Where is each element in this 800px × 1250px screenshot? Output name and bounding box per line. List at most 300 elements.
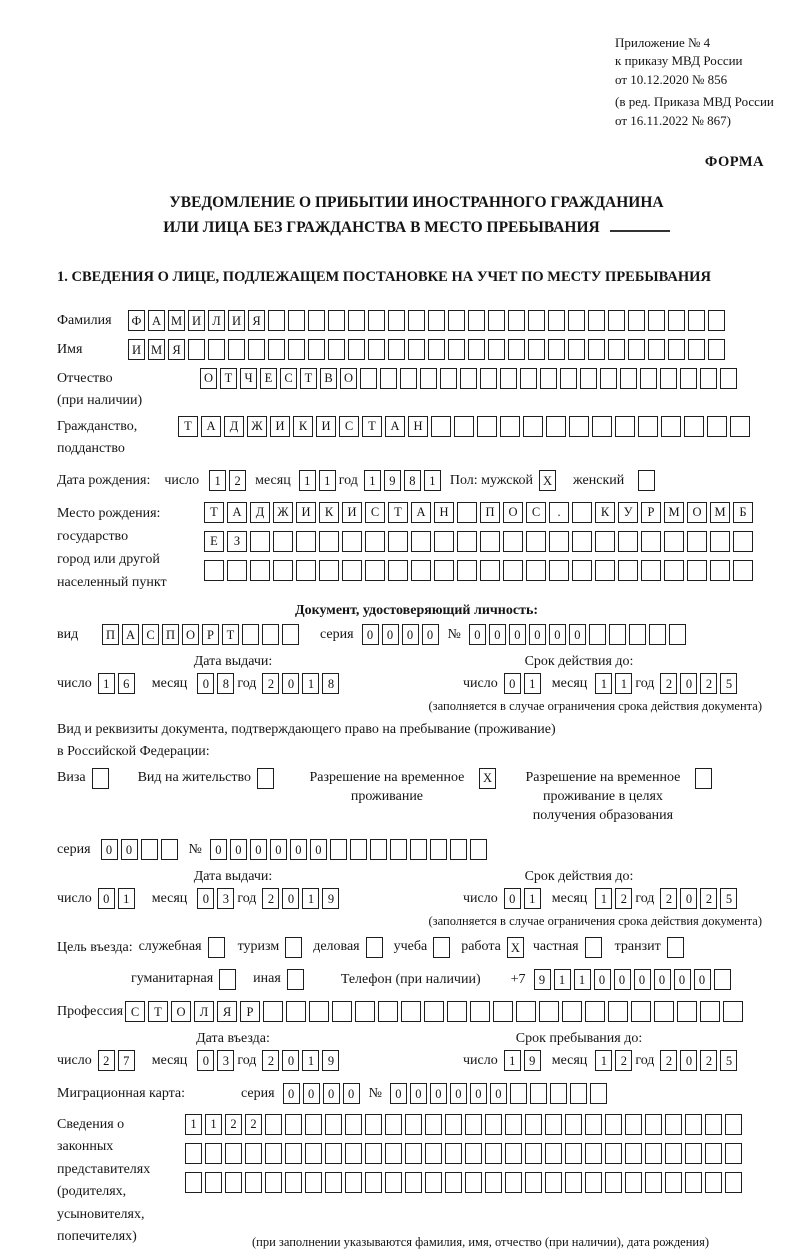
doc-validity-note: (заполняется в случае ограничения срока действия документа): [428, 698, 762, 713]
purpose-tourism-checkbox: [285, 937, 305, 958]
char-cell: 1: [554, 969, 571, 990]
char-cell: [525, 1114, 542, 1135]
char-cell: [385, 1114, 402, 1135]
char-cell: П: [102, 624, 119, 645]
char-cell: 6: [118, 673, 135, 694]
char-cell: [325, 1172, 342, 1193]
char-cell: 2: [262, 673, 279, 694]
char-cell: [445, 1143, 462, 1164]
char-cell: П: [162, 624, 179, 645]
purpose-label: Цель въезда:: [57, 939, 133, 955]
char-cell: 0: [504, 673, 521, 694]
purpose-official: [139, 937, 228, 958]
char-cell: Ж: [273, 502, 293, 523]
char-cell: [648, 339, 665, 360]
char-cell: [465, 1172, 482, 1193]
char-cell: 2: [660, 673, 677, 694]
char-cell: С: [365, 502, 385, 523]
char-cell: Л: [208, 310, 225, 331]
entry-month-cells: [197, 1050, 237, 1071]
char-cell: [725, 1172, 742, 1193]
char-cell: [540, 368, 557, 389]
char-cell: 1: [574, 969, 591, 990]
doc2-number-cells: [210, 839, 490, 860]
char-cell: [565, 1143, 582, 1164]
char-cell: [308, 310, 325, 331]
char-cell: [378, 1001, 398, 1022]
temp-permit-checkitem: [301, 768, 499, 806]
page-title: [57, 191, 776, 241]
char-cell: 0: [282, 1050, 299, 1071]
reps-label-5: усыновителях,: [57, 1206, 145, 1222]
char-cell: [263, 1001, 283, 1022]
char-cell: [572, 560, 592, 581]
char-cell: [685, 1172, 702, 1193]
doc2-series-label: серия: [57, 841, 91, 857]
char-cell: И: [188, 310, 205, 331]
char-cell: 1: [524, 673, 541, 694]
char-cell: 1: [504, 1050, 521, 1071]
char-cell: [572, 531, 592, 552]
appendix-header: [615, 34, 776, 130]
char-cell: 2: [700, 888, 717, 909]
char-cell: 0: [197, 1050, 214, 1071]
char-cell: [325, 1114, 342, 1135]
char-cell: [405, 1114, 422, 1135]
char-cell: [185, 1143, 202, 1164]
char-cell: [526, 560, 546, 581]
day-label: число: [463, 1052, 498, 1068]
doc2-valid-month-cells: [595, 888, 635, 909]
char-cell: П: [480, 502, 500, 523]
char-cell: [545, 1172, 562, 1193]
char-cell: X: [539, 470, 556, 491]
char-cell: 0: [680, 888, 697, 909]
char-cell: [434, 560, 454, 581]
char-cell: [688, 339, 705, 360]
char-cell: [688, 310, 705, 331]
char-cell: [319, 560, 339, 581]
char-cell: [628, 339, 645, 360]
char-cell: 9: [322, 888, 339, 909]
char-cell: 1: [209, 470, 226, 491]
char-cell: [520, 368, 537, 389]
char-cell: И: [228, 310, 245, 331]
appendix-line: Приложение № 4: [615, 35, 711, 50]
char-cell: 0: [303, 1083, 320, 1104]
char-cell: [665, 1172, 682, 1193]
char-cell: [708, 310, 725, 331]
temp-permit-edu-checkitem: [517, 768, 715, 825]
char-cell: [618, 560, 638, 581]
char-cell: Т: [148, 1001, 168, 1022]
char-cell: [408, 339, 425, 360]
char-cell: [685, 1114, 702, 1135]
char-cell: [225, 1143, 242, 1164]
year-label: год: [635, 1052, 655, 1068]
amendment-line: (в ред. Приказа МВД России: [615, 94, 774, 110]
day-label: число: [57, 890, 92, 906]
char-cell: [585, 1001, 605, 1022]
char-cell: 0: [430, 1083, 447, 1104]
char-cell: О: [200, 368, 217, 389]
char-cell: 0: [594, 969, 611, 990]
char-cell: [508, 310, 525, 331]
char-cell: [342, 560, 362, 581]
char-cell: [638, 416, 658, 437]
char-cell: [388, 310, 405, 331]
surname-cells: [128, 310, 728, 331]
char-cell: 0: [283, 1083, 300, 1104]
char-cell: А: [201, 416, 221, 437]
char-cell: [225, 1172, 242, 1193]
char-cell: [405, 1143, 422, 1164]
char-cell: [570, 1083, 587, 1104]
char-cell: 0: [101, 839, 118, 860]
char-cell: 2: [700, 673, 717, 694]
purpose-work: [461, 937, 527, 958]
char-cell: [485, 1143, 502, 1164]
char-cell: Ч: [240, 368, 257, 389]
char-cell: [141, 839, 158, 860]
char-cell: И: [128, 339, 145, 360]
char-cell: [677, 1001, 697, 1022]
char-cell: 0: [121, 839, 138, 860]
reps-label-3: представителях: [57, 1161, 151, 1177]
migration-card-label: Миграционная карта:: [57, 1085, 186, 1101]
char-cell: 5: [720, 888, 737, 909]
purpose-private: [533, 937, 605, 958]
temp-permit-edu-checkbox: [695, 768, 715, 789]
char-cell: О: [687, 502, 707, 523]
doc-kind-label: вид: [57, 626, 79, 642]
char-cell: [500, 416, 520, 437]
year-label: год: [338, 472, 358, 488]
char-cell: [668, 310, 685, 331]
char-cell: [411, 560, 431, 581]
char-cell: [595, 531, 615, 552]
reps-label-1: Сведения о: [57, 1116, 125, 1132]
char-cell: [625, 1114, 642, 1135]
char-cell: [545, 1114, 562, 1135]
entry-date-headings: [57, 1031, 776, 1047]
char-cell: [410, 839, 427, 860]
char-cell: [348, 310, 365, 331]
char-cell: [595, 560, 615, 581]
char-cell: Л: [194, 1001, 214, 1022]
char-cell: [605, 1172, 622, 1193]
patronymic-cells: [200, 368, 740, 389]
char-cell: Б: [733, 502, 753, 523]
day-label: число: [463, 890, 498, 906]
char-cell: [640, 368, 657, 389]
doc-valid-day-cells: [504, 673, 544, 694]
stay-until-heading: Срок пребывания до:: [515, 1030, 643, 1046]
char-cell: [401, 1001, 421, 1022]
month-label: месяц: [551, 1052, 588, 1068]
char-cell: [588, 339, 605, 360]
char-cell: [592, 416, 612, 437]
char-cell: 8: [404, 470, 421, 491]
char-cell: [388, 560, 408, 581]
char-cell: [370, 839, 387, 860]
char-cell: 1: [118, 888, 135, 909]
char-cell: 0: [680, 1050, 697, 1071]
char-cell: [268, 310, 285, 331]
char-cell: 2: [245, 1114, 262, 1135]
char-cell: Н: [408, 416, 428, 437]
char-cell: [208, 937, 225, 958]
char-cell: [530, 1083, 547, 1104]
char-cell: [368, 339, 385, 360]
char-cell: [365, 560, 385, 581]
char-cell: [645, 1172, 662, 1193]
entry-date-heading: Дата въезда:: [196, 1030, 270, 1046]
char-cell: [641, 560, 661, 581]
char-cell: 1: [364, 470, 381, 491]
char-cell: [420, 368, 437, 389]
char-cell: [296, 560, 316, 581]
month-label: месяц: [551, 890, 588, 906]
char-cell: 0: [197, 673, 214, 694]
birth-month-cells: [299, 470, 339, 491]
char-cell: 0: [290, 839, 307, 860]
char-cell: [648, 310, 665, 331]
right-doc-text-1: Вид и реквизиты документа, подтверждающего право на пребывание (проживание): [57, 721, 556, 737]
char-cell: [505, 1143, 522, 1164]
profession-label: Профессия: [57, 1003, 124, 1019]
reps-cells-2: [185, 1143, 745, 1164]
purpose-private-checkbox: [585, 937, 605, 958]
char-cell: [488, 310, 505, 331]
birth-place-city-label-1: город или другой: [57, 551, 160, 567]
char-cell: Т: [222, 624, 239, 645]
char-cell: Т: [204, 502, 224, 523]
char-cell: Я: [217, 1001, 237, 1022]
char-cell: [242, 624, 259, 645]
char-cell: [477, 416, 497, 437]
doc-valid-until-heading: Срок действия до:: [524, 653, 634, 669]
char-cell: [588, 310, 605, 331]
char-cell: [720, 368, 737, 389]
char-cell: У: [618, 502, 638, 523]
patronymic-row: [57, 368, 776, 412]
char-cell: [325, 1143, 342, 1164]
char-cell: Р: [641, 502, 661, 523]
char-cell: [508, 339, 525, 360]
char-cell: [262, 624, 279, 645]
char-cell: О: [340, 368, 357, 389]
doc2-valid-year-cells: [660, 888, 740, 909]
char-cell: [309, 1001, 329, 1022]
char-cell: [428, 339, 445, 360]
char-cell: 1: [524, 888, 541, 909]
purpose-transit-label: транзит: [614, 939, 661, 955]
char-cell: [205, 1143, 222, 1164]
temp-permit-label: Разрешение на временное проживание: [309, 769, 465, 804]
profession-row: [57, 1001, 776, 1023]
mk-series-cells: [283, 1083, 363, 1104]
char-cell: 0: [323, 1083, 340, 1104]
char-cell: [585, 1114, 602, 1135]
char-cell: [687, 531, 707, 552]
purpose-official-checkbox: [208, 937, 228, 958]
char-cell: [265, 1143, 282, 1164]
phone-label: Телефон (при наличии): [340, 971, 481, 987]
char-cell: [282, 624, 299, 645]
char-cell: [569, 416, 589, 437]
entry-dates-row: [57, 1050, 776, 1072]
char-cell: М: [664, 502, 684, 523]
char-cell: [430, 839, 447, 860]
char-cell: 8: [217, 673, 234, 694]
char-cell: [687, 560, 707, 581]
char-cell: [445, 1172, 462, 1193]
char-cell: [565, 1172, 582, 1193]
char-cell: [568, 339, 585, 360]
entry-year-cells: [262, 1050, 342, 1071]
title-underline: [610, 218, 670, 232]
char-cell: Р: [240, 1001, 260, 1022]
char-cell: 0: [569, 624, 586, 645]
char-cell: З: [227, 531, 247, 552]
char-cell: И: [296, 502, 316, 523]
char-cell: 9: [524, 1050, 541, 1071]
char-cell: 0: [210, 839, 227, 860]
char-cell: 7: [118, 1050, 135, 1071]
char-cell: [390, 839, 407, 860]
char-cell: [629, 624, 646, 645]
visa-checkbox: [92, 768, 112, 789]
char-cell: 2: [615, 1050, 632, 1071]
doc-date-headings: [57, 654, 776, 670]
char-cell: [285, 1143, 302, 1164]
identity-doc-row: [57, 624, 776, 646]
char-cell: [585, 1143, 602, 1164]
char-cell: [273, 560, 293, 581]
residence-permit-checkbox: [257, 768, 277, 789]
surname-row: [57, 310, 776, 332]
char-cell: [680, 368, 697, 389]
purpose-tourism-label: туризм: [237, 939, 280, 955]
char-cell: [549, 560, 569, 581]
char-cell: [708, 339, 725, 360]
char-cell: [454, 416, 474, 437]
char-cell: 0: [694, 969, 711, 990]
reps-cells-1: [185, 1114, 745, 1135]
doc-kind-cells: [102, 624, 302, 645]
char-cell: Т: [178, 416, 198, 437]
char-cell: [608, 310, 625, 331]
char-cell: [505, 1114, 522, 1135]
char-cell: [505, 1172, 522, 1193]
char-cell: [365, 1114, 382, 1135]
char-cell: Т: [362, 416, 382, 437]
birth-date-row: [57, 470, 776, 492]
char-cell: [548, 310, 565, 331]
char-cell: 2: [225, 1114, 242, 1135]
legal-reps-block: [57, 1114, 776, 1250]
char-cell: [560, 368, 577, 389]
char-cell: [385, 1172, 402, 1193]
doc2-issue-date-heading: Дата выдачи:: [193, 868, 273, 884]
char-cell: Д: [224, 416, 244, 437]
char-cell: [528, 339, 545, 360]
char-cell: 0: [654, 969, 671, 990]
char-cell: [733, 531, 753, 552]
char-cell: [188, 339, 205, 360]
char-cell: [665, 1143, 682, 1164]
char-cell: [268, 339, 285, 360]
mk-number-cells: [390, 1083, 610, 1104]
section1-heading: 1. СВЕДЕНИЯ О ЛИЦЕ, ПОДЛЕЖАЩЕМ ПОСТАНОВКЕ НА УЧЕТ ПО МЕСТУ ПРЕБЫВАНИЯ: [57, 268, 711, 285]
char-cell: Ж: [247, 416, 267, 437]
birth-place-cells-2: [204, 531, 756, 552]
char-cell: 1: [205, 1114, 222, 1135]
char-cell: [609, 624, 626, 645]
char-cell: [615, 416, 635, 437]
reps-cells-3: [185, 1172, 745, 1193]
char-cell: [730, 416, 750, 437]
purpose-work-label: работа: [461, 939, 501, 955]
year-label: год: [635, 675, 655, 691]
month-label: месяц: [151, 1052, 188, 1068]
char-cell: [204, 560, 224, 581]
char-cell: [355, 1001, 375, 1022]
residence-permit-label: Вид на жительство: [137, 769, 251, 785]
char-cell: [725, 1143, 742, 1164]
char-cell: [725, 1114, 742, 1135]
char-cell: [641, 531, 661, 552]
char-cell: 0: [197, 888, 214, 909]
char-cell: С: [526, 502, 546, 523]
purpose-transit: [615, 937, 687, 958]
char-cell: 1: [299, 470, 316, 491]
purpose-work-checkbox: [507, 937, 527, 958]
char-cell: 2: [262, 1050, 279, 1071]
reps-note: (при заполнении указываются фамилия, имя, отчество (при наличии), дата рождения): [251, 1234, 710, 1249]
char-cell: [465, 1143, 482, 1164]
char-cell: [710, 560, 730, 581]
char-cell: 2: [98, 1050, 115, 1071]
stay-year-cells: [660, 1050, 740, 1071]
char-cell: 2: [700, 1050, 717, 1071]
name-row: [57, 339, 776, 361]
char-cell: А: [227, 502, 247, 523]
char-cell: [707, 416, 727, 437]
purpose-other-label: иная: [253, 971, 281, 987]
char-cell: [285, 1172, 302, 1193]
char-cell: [545, 1143, 562, 1164]
entry-day-cells: [98, 1050, 138, 1071]
reps-label-6: попечителях): [57, 1229, 137, 1245]
char-cell: 0: [310, 839, 327, 860]
char-cell: [448, 339, 465, 360]
char-cell: [525, 1143, 542, 1164]
purpose-other: [253, 969, 307, 990]
char-cell: [431, 416, 451, 437]
birth-place-state-label: государство: [57, 528, 129, 544]
birth-place-cells-1: [204, 502, 756, 523]
purpose-study-label: учеба: [393, 939, 428, 955]
char-cell: [668, 339, 685, 360]
birth-place-city-label-2: населенный пункт: [57, 574, 167, 590]
char-cell: [546, 416, 566, 437]
char-cell: [250, 560, 270, 581]
month-label: месяц: [151, 675, 188, 691]
stay-day-cells: [504, 1050, 544, 1071]
char-cell: 3: [217, 1050, 234, 1071]
